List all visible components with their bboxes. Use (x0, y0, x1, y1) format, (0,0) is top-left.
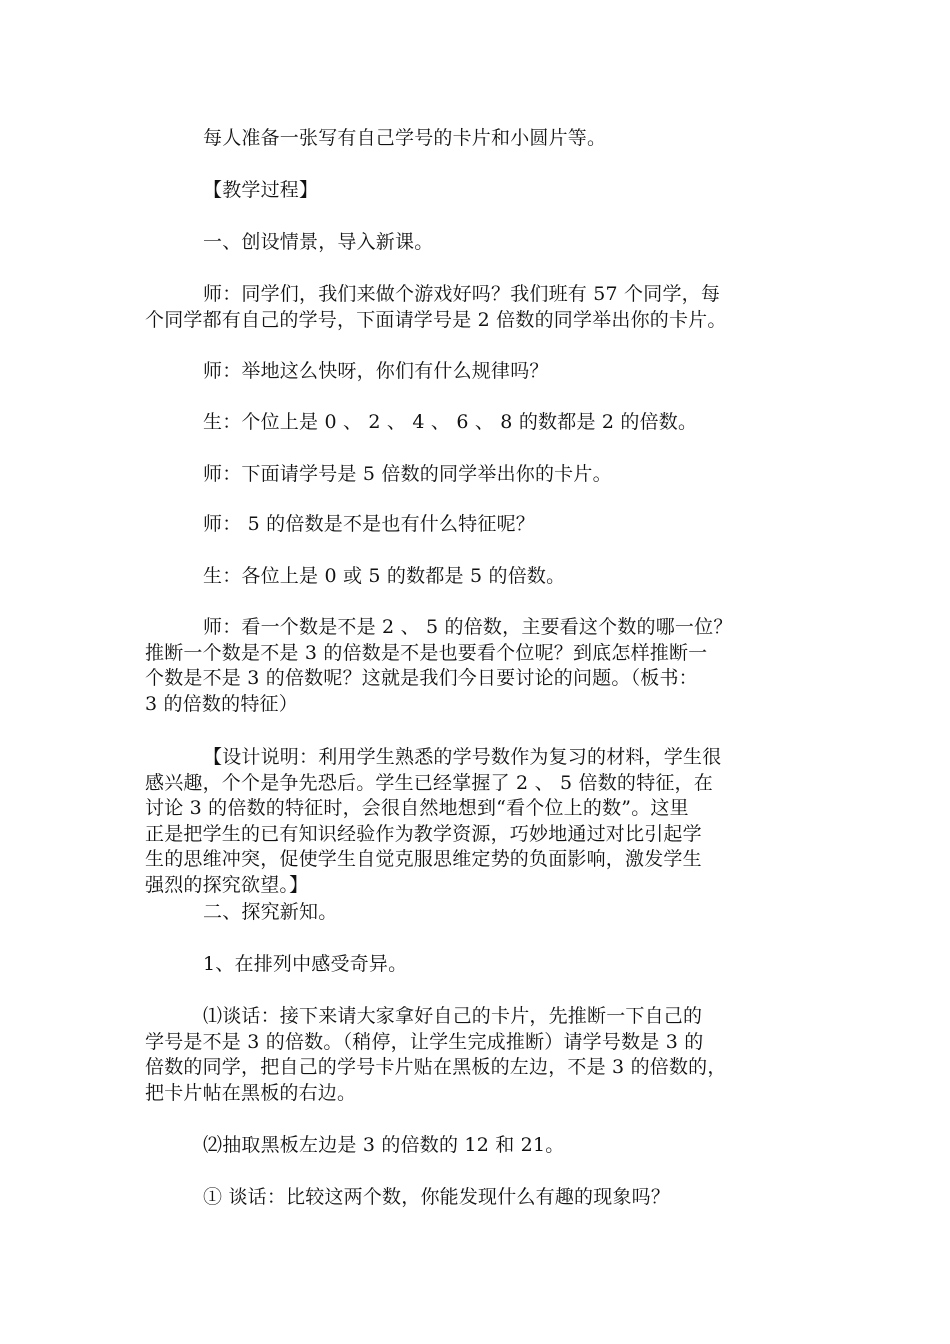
design-note-line-a: 【设计说明：利用学生熟悉的学号数作为复习的材料，学生很 (203, 746, 722, 768)
design-note (145, 745, 721, 898)
teacher2-text: 师：举地这么快呀，你们有什么规律吗？ (203, 360, 549, 382)
section2-heading-text: 二、探究新知。 (203, 901, 338, 923)
teacher5-line-d: 3 的倍数的特征） (145, 692, 298, 715)
student2-text: 生：各位上是 0 或 5 的数都是 5 的倍数。 (203, 565, 566, 587)
talk2-text: ① 谈话：比较这两个数，你能发现什么有趣的现象吗？ (203, 1186, 671, 1208)
teacher-line-2 (145, 359, 549, 385)
teacher3-text: 师：下面请学号是 5 倍数的同学举出你的卡片。 (203, 463, 612, 485)
process-heading (145, 178, 318, 204)
student-line-2 (145, 564, 565, 590)
teacher5-line-a: 师：看一个数是不是 2 、 5 的倍数，主要看这个数的哪一位？ (203, 616, 733, 638)
section2-heading (145, 900, 337, 926)
teacher1-line-b: 个同学都有自己的学号，下面请学号是 2 倍数的同学举出你的卡片。 (145, 308, 727, 331)
pick-text: ⑵抽取黑板左边是 3 的倍数的 12 和 21。 (203, 1134, 565, 1156)
teacher-line-3 (145, 462, 612, 488)
design-note-line-b: 感兴趣，个个是争先恐后。学生已经掌握了 2 、 5 倍数的特征，在 (145, 771, 713, 794)
student-line-1 (145, 410, 697, 436)
materials-line (145, 126, 606, 152)
process-heading-text: 【教学过程】 (203, 179, 319, 201)
design-note-line-f: 强烈的探究欲望。】 (145, 873, 309, 896)
talk1-line-b: 学号是不是 3 的倍数。（稍停，让学生完成推断）请学号数是 3 的 (145, 1030, 704, 1053)
teacher-line-5 (145, 615, 733, 717)
design-note-line-d: 正是把学生的已有知识经验作为教学资源，巧妙地通过对比引起学 (145, 822, 702, 845)
section1-heading-text: 一、创设情景，导入新课。 (203, 231, 434, 253)
teacher-line-4 (145, 512, 535, 538)
teacher4-text: 师： 5 的倍数是不是也有什么特征呢？ (203, 513, 535, 535)
talk1-line-d: 把卡片帖在黑板的右边。 (145, 1081, 357, 1104)
sub1-heading (145, 952, 407, 978)
teacher1-line-a: 师：同学们，我们来做个游戏好吗？我们班有 57 个同学，每 (203, 283, 721, 305)
teacher5-line-b: 推断一个数是不是 3 的倍数是不是也要看个位呢？到底怎样推断一 (145, 641, 708, 664)
materials-text: 每人准备一张写有自己学号的卡片和小圆片等。 (203, 127, 607, 149)
pick-line (145, 1133, 564, 1159)
teacher5-line-c: 个数是不是 3 的倍数呢？这就是我们今日要讨论的问题。（板书： (145, 667, 698, 689)
sub1-heading-text: 1、在排列中感受奇异。 (203, 953, 408, 975)
section1-heading (145, 230, 433, 256)
design-note-line-c: 讨论 3 的倍数的特征时，会很自然地想到“看个位上的数”。这里 (145, 797, 689, 819)
talk1-line-c: 倍数的同学，把自己的学号卡片贴在黑板的左边，不是 3 的倍数的， (145, 1056, 727, 1078)
student1-text: 生：个位上是 0 、 2 、 4 、 6 、 8 的数都是 2 的倍数。 (203, 411, 698, 433)
talk-paragraph-1 (145, 1004, 727, 1106)
teacher-line-1 (145, 282, 727, 333)
talk1-line-a: ⑴谈话：接下来请大家拿好自己的卡片，先推断一下自己的 (203, 1005, 703, 1027)
design-note-line-e: 生的思维冲突，促使学生自觉克服思维定势的负面影响，激发学生 (145, 848, 702, 870)
talk-paragraph-2 (145, 1185, 670, 1211)
